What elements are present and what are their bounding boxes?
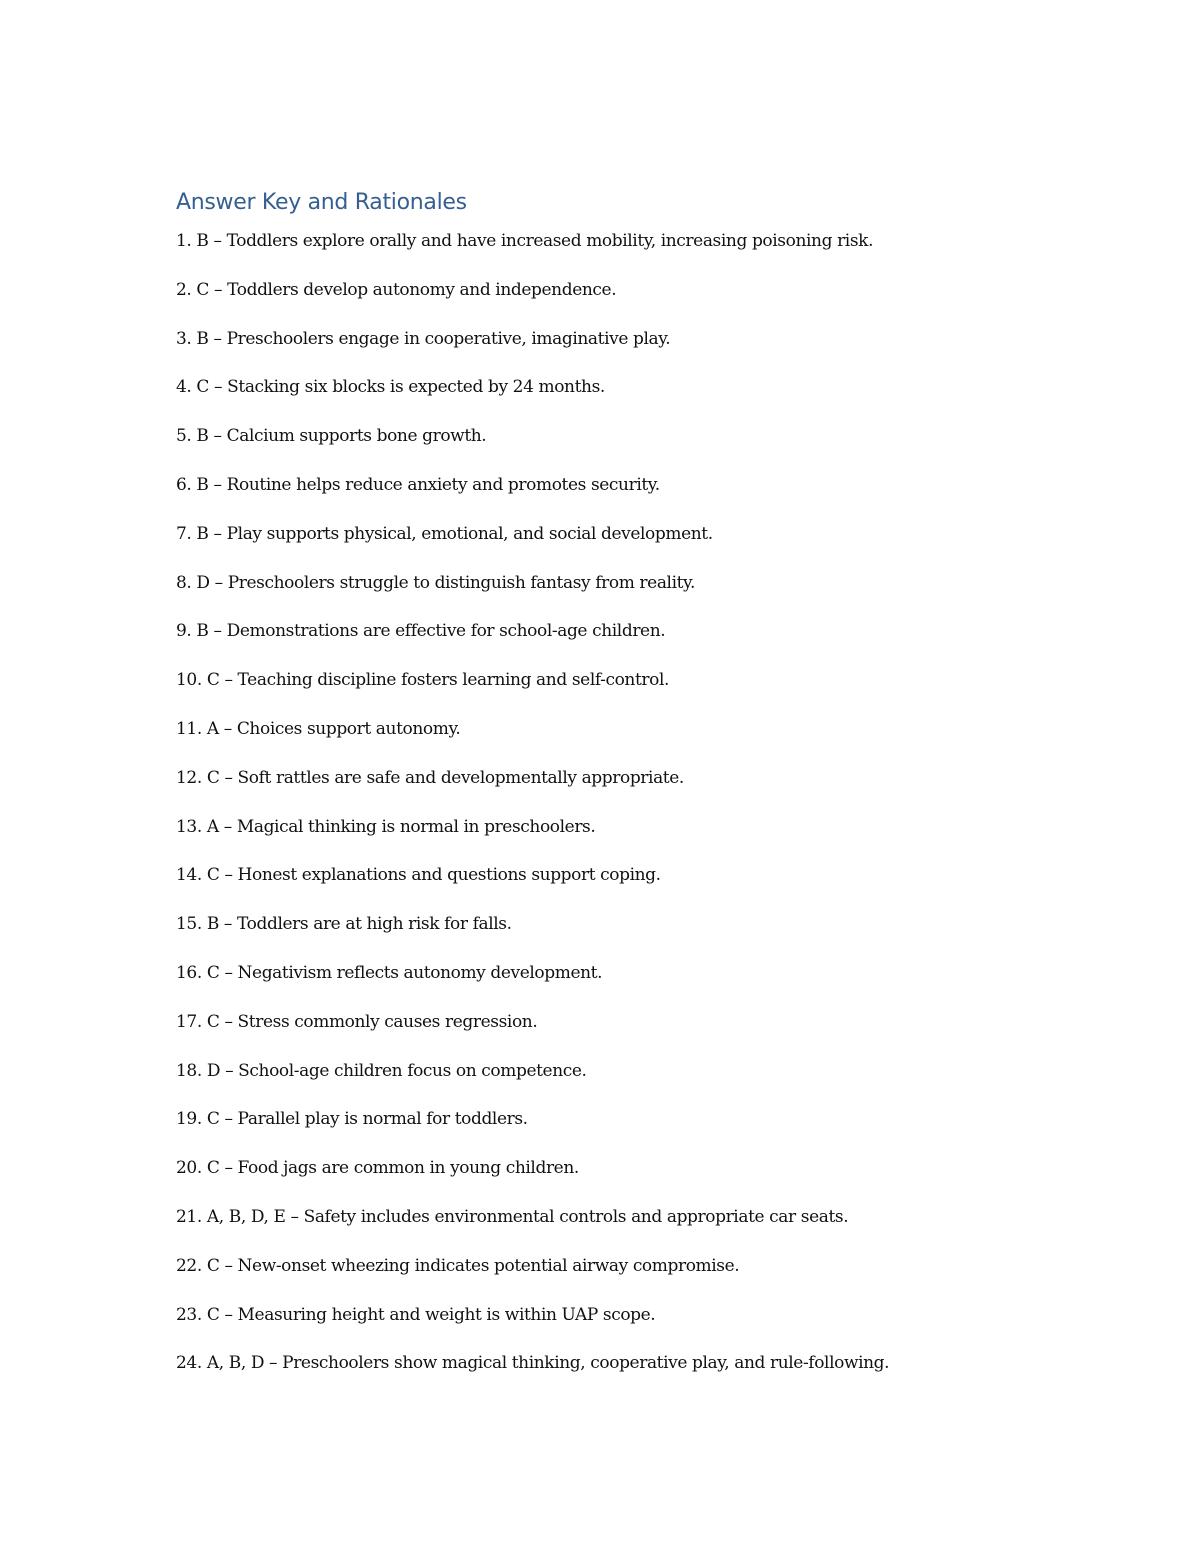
answer-item: 3. B – Preschoolers engage in cooperative, imaginative play. [176,328,671,349]
answer-item: 17. C – Stress commonly causes regression. [176,1011,538,1032]
page-heading: Answer Key and Rationales [176,190,467,215]
answer-item: 1. B – Toddlers explore orally and have increased mobility, increasing poisoning risk. [176,231,874,251]
answer-item: 23. C – Measuring height and weight is within UAP scope. [176,1304,656,1325]
answer-item: 13. A – Magical thinking is normal in preschoolers. [176,816,596,837]
answer-item: 20. C – Food jags are common in young children. [176,1158,579,1179]
answer-item: 5. B – Calcium supports bone growth. [176,426,487,447]
answer-item: 12. C – Soft rattles are safe and developmentally appropriate. [176,767,684,788]
answer-item: 16. C – Negativism reflects autonomy development. [176,962,603,983]
answer-item: 8. D – Preschoolers struggle to distinguish fantasy from reality. [176,572,696,593]
answer-item: 14. C – Honest explanations and questions support coping. [176,865,661,886]
answer-item: 11. A – Choices support autonomy. [176,718,461,739]
answer-item: 6. B – Routine helps reduce anxiety and promotes security. [176,474,660,495]
answer-item: 7. B – Play supports physical, emotional, and social development. [176,523,713,544]
answer-item: 15. B – Toddlers are at high risk for falls. [176,914,512,935]
answer-item: 2. C – Toddlers develop autonomy and independence. [176,279,617,300]
answer-item: 21. A, B, D, E – Safety includes environmental controls and appropriate car seats. [176,1206,849,1227]
answer-item: 19. C – Parallel play is normal for toddlers. [176,1109,528,1130]
answer-item: 24. A, B, D – Preschoolers show magical thinking, cooperative play, and rule-following. [176,1353,890,1374]
answer-item: 22. C – New-onset wheezing indicates potential airway compromise. [176,1255,740,1276]
answer-list [176,228,1156,1399]
answer-item: 18. D – School-age children focus on competence. [176,1060,587,1081]
answer-item: 4. C – Stacking six blocks is expected by 24 months. [176,377,605,398]
answer-item: 10. C – Teaching discipline fosters learning and self-control. [176,670,670,691]
answer-item: 9. B – Demonstrations are effective for school-age children. [176,621,666,642]
